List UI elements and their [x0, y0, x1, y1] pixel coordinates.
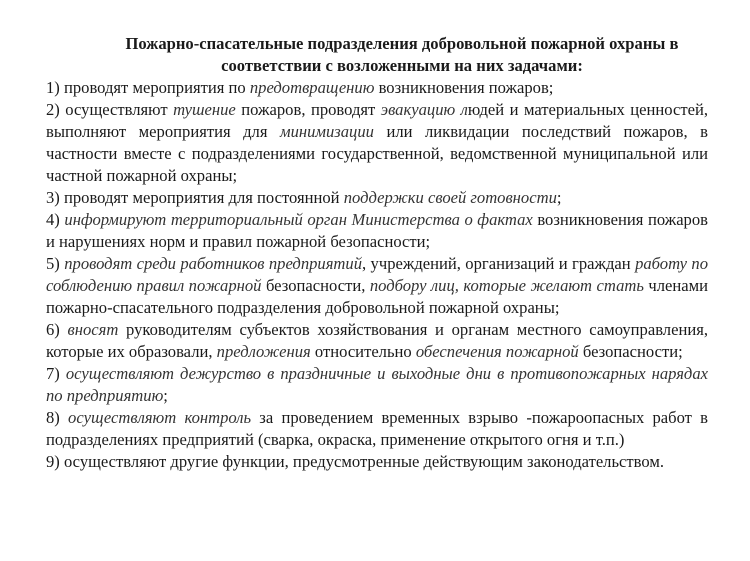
list-item: [46, 363, 708, 407]
body-text: 9) осуществляют другие функции, предусмотренные действующим законодательством.: [46, 452, 665, 471]
body-text: 3) проводят мероприятия для постоянной: [46, 188, 344, 207]
emphasis-text: поддержки своей готовности: [343, 188, 557, 207]
emphasis-text: работу по соблюдению правил пожарной: [46, 254, 708, 295]
body-text: 2) осуществляют: [46, 100, 174, 119]
emphasis-text: осуществляют контроль: [68, 408, 252, 427]
body-text: или ликвидации последствий пожаров, в частности вместе с подразделениями государственной, ведомственной муниципальной или частной пожарной охраны;: [46, 122, 708, 185]
list-item: [46, 319, 708, 363]
list-item: [46, 209, 708, 253]
body-text: безопасности;: [578, 342, 683, 361]
body-text: 1) проводят мероприятия по: [46, 78, 250, 97]
body-text: ;: [556, 188, 562, 207]
body-text: возникновения пожаров;: [374, 78, 554, 97]
body-text: членами пожарно-спасательного подразделения добровольной пожарной охраны;: [46, 276, 708, 317]
body-text: 4): [46, 210, 65, 229]
body-text: 7): [46, 364, 66, 383]
emphasis-text: минимизации: [279, 122, 374, 141]
list-item: [46, 187, 708, 209]
emphasis-text: тушение: [173, 100, 236, 119]
body-text: руководителям субъектов хозяйствования и органам местного самоуправления, которые их образовали,: [46, 320, 708, 361]
emphasis-text: информируют территориальный орган Министерства о фактах: [64, 210, 533, 229]
body-text: 8): [46, 408, 69, 427]
body-text: юдей и материальных ценностей, выполняют мероприятия для: [46, 100, 708, 141]
list-item: [46, 253, 708, 319]
list-item: [46, 99, 708, 187]
emphasis-text: предложения: [216, 342, 311, 361]
emphasis-text: предотвращению: [249, 78, 375, 97]
emphasis-text: проводят среди работников предприятий: [64, 254, 363, 273]
emphasis-text: обеспечения пожарной: [415, 342, 579, 361]
body-text: 6): [46, 320, 68, 339]
body-text: за проведением временных взрыво -пожароопасных работ в подразделениях предприятий (сварка, окраска, применение открытого огня и т.п.): [46, 408, 708, 449]
emphasis-text: вносят: [67, 320, 119, 339]
emphasis-text: подбору лиц, которые желают стать: [369, 276, 644, 295]
list-item: [46, 77, 708, 99]
list-item: [46, 407, 708, 451]
body-text: относительно: [310, 342, 416, 361]
duties-list: [46, 77, 708, 473]
document-page: [46, 33, 708, 473]
body-text: пожаров, проводят: [235, 100, 381, 119]
body-text: возникновения пожаров и нарушениях норм и правил пожарной безопасности;: [46, 210, 708, 251]
document-title: Пожарно-спасательные подразделения добровольной пожарной охраны в соответствии с возложенными на них задачами:: [125, 34, 679, 75]
body-text: 5): [46, 254, 65, 273]
emphasis-text: осуществляют дежурство в праздничные и выходные дни в противопожарных нарядах по предприятию: [46, 364, 708, 405]
body-text: безопасности,: [261, 276, 370, 295]
body-text: , учреждений, организаций и граждан: [362, 254, 636, 273]
body-text: ;: [163, 386, 168, 405]
list-item: [46, 451, 708, 473]
emphasis-text: эвакуацию л: [380, 100, 468, 119]
